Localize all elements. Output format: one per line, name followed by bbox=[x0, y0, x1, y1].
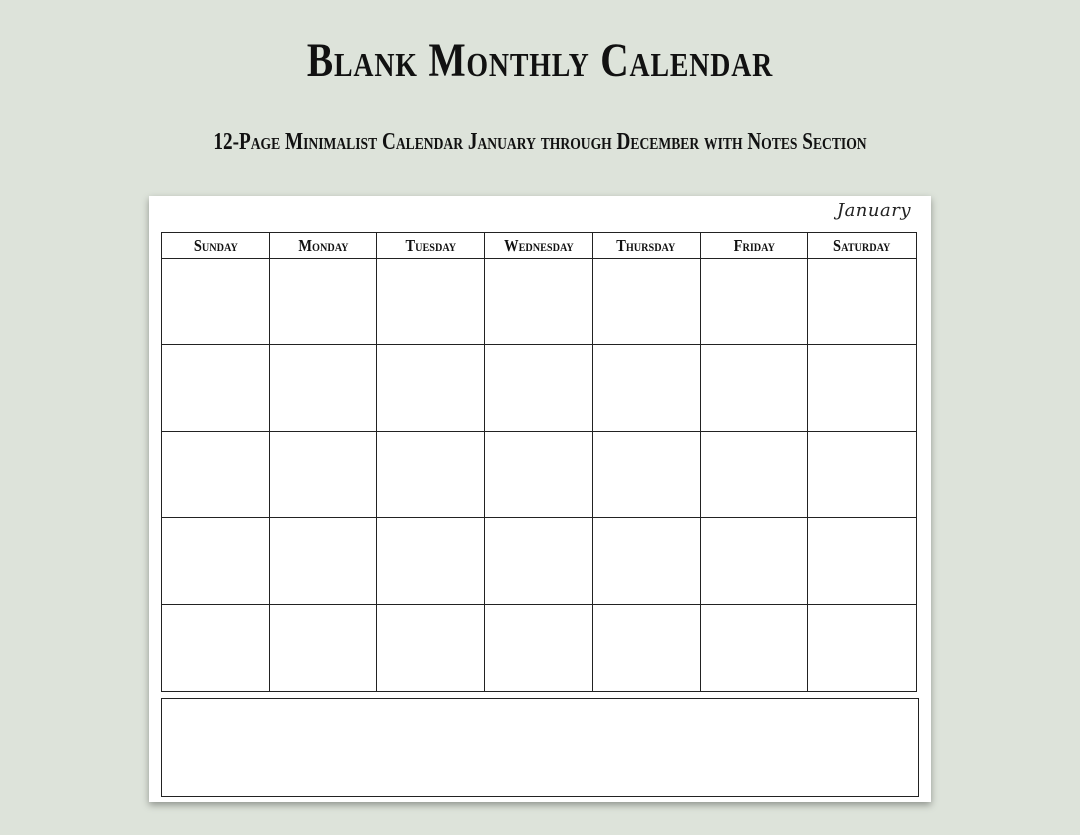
day-cell bbox=[593, 432, 701, 518]
calendar-grid bbox=[161, 232, 917, 692]
day-cell bbox=[593, 345, 701, 431]
day-cell bbox=[485, 518, 593, 604]
weekday-header-tuesday: Tuesday bbox=[377, 233, 485, 259]
day-cell bbox=[701, 605, 809, 691]
day-cell bbox=[270, 345, 378, 431]
day-cell bbox=[485, 605, 593, 691]
page-title: Blank Monthly Calendar bbox=[306, 34, 774, 87]
day-cell bbox=[808, 432, 916, 518]
day-cell bbox=[808, 518, 916, 604]
day-cell bbox=[162, 432, 270, 518]
day-cell bbox=[485, 432, 593, 518]
day-cell bbox=[701, 432, 809, 518]
day-cell bbox=[377, 605, 485, 691]
day-cell bbox=[162, 345, 270, 431]
day-cell bbox=[808, 345, 916, 431]
day-cell bbox=[270, 432, 378, 518]
day-cell bbox=[377, 259, 485, 345]
weekday-header-sunday: Sunday bbox=[162, 233, 270, 259]
day-cell bbox=[270, 605, 378, 691]
day-cell bbox=[377, 518, 485, 604]
day-cell bbox=[808, 259, 916, 345]
weekday-header-wednesday: Wednesday bbox=[485, 233, 593, 259]
day-cell bbox=[377, 345, 485, 431]
weekday-header-friday: Friday bbox=[701, 233, 809, 259]
calendar-page bbox=[149, 196, 931, 802]
day-cell bbox=[593, 259, 701, 345]
day-cell bbox=[162, 605, 270, 691]
day-cell bbox=[808, 605, 916, 691]
day-cell bbox=[377, 432, 485, 518]
page-subtitle: 12-Page Minimalist Calendar January through December with Notes Section bbox=[213, 129, 867, 155]
day-cell bbox=[162, 259, 270, 345]
weekday-header-thursday: Thursday bbox=[593, 233, 701, 259]
day-cell bbox=[270, 518, 378, 604]
notes-section bbox=[161, 698, 919, 797]
weekday-header-saturday: Saturday bbox=[808, 233, 916, 259]
day-cell bbox=[701, 518, 809, 604]
day-cell bbox=[162, 518, 270, 604]
day-cell bbox=[593, 605, 701, 691]
month-label: January bbox=[836, 200, 911, 221]
day-cell bbox=[485, 259, 593, 345]
day-cell bbox=[270, 259, 378, 345]
day-cell bbox=[593, 518, 701, 604]
day-cell bbox=[701, 345, 809, 431]
weekday-header-monday: Monday bbox=[270, 233, 378, 259]
day-cell bbox=[701, 259, 809, 345]
day-cell bbox=[485, 345, 593, 431]
